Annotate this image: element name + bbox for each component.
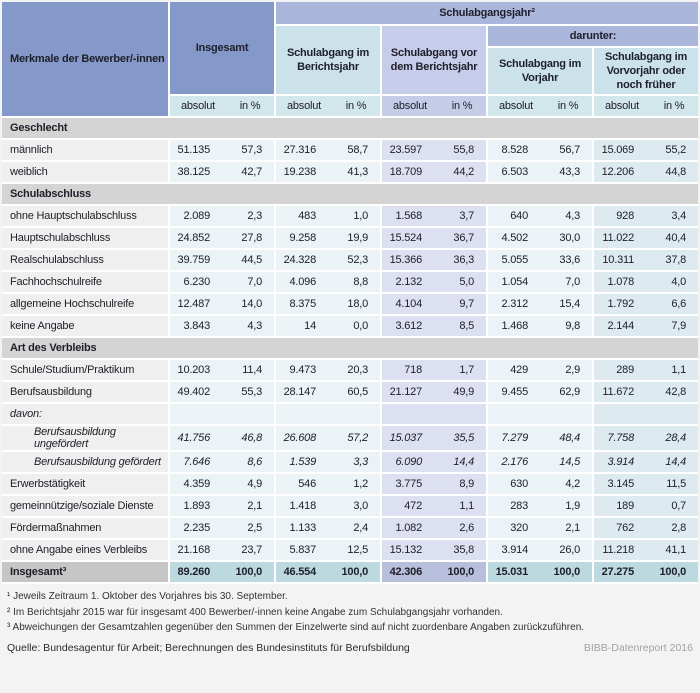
subheader-absolut: absolut	[486, 96, 544, 118]
value-cell: 640	[486, 206, 544, 228]
value-cell: 1.568	[380, 206, 438, 228]
value-cell: 2.312	[486, 294, 544, 316]
row-label: ohne Angabe eines Verbleibs	[2, 540, 168, 562]
value-cell: 8,6	[226, 452, 274, 474]
value-cell: 630	[486, 474, 544, 496]
value-cell: 1.133	[274, 518, 332, 540]
value-cell: 56,7	[544, 140, 592, 162]
value-cell: 7,9	[650, 316, 698, 338]
value-cell: 4,3	[226, 316, 274, 338]
value-cell: 1.792	[592, 294, 650, 316]
value-cell: 8,9	[438, 474, 486, 496]
row-label: weiblich	[2, 162, 168, 184]
value-cell: 41,1	[650, 540, 698, 562]
data-row	[2, 228, 698, 250]
data-row	[2, 426, 698, 452]
value-cell: 39.759	[168, 250, 226, 272]
subheader-percent: in %	[438, 96, 486, 118]
value-cell	[486, 404, 544, 426]
value-cell: 546	[274, 474, 332, 496]
value-cell: 30,0	[544, 228, 592, 250]
column-header-vorvorjahr: Schulabgang im Vorvorjahr oder noch früher	[592, 48, 698, 96]
value-cell: 289	[592, 360, 650, 382]
value-cell: 62,9	[544, 382, 592, 404]
value-cell: 1.418	[274, 496, 332, 518]
value-cell: 3.775	[380, 474, 438, 496]
data-table	[2, 2, 698, 584]
value-cell: 15.524	[380, 228, 438, 250]
value-cell: 28,4	[650, 426, 698, 452]
value-cell: 19.238	[274, 162, 332, 184]
value-cell: 5.055	[486, 250, 544, 272]
column-header-insgesamt: Insgesamt	[168, 2, 274, 96]
section-row	[2, 338, 698, 360]
value-cell: 14,4	[650, 452, 698, 474]
value-cell: 8.528	[486, 140, 544, 162]
value-cell: 38.125	[168, 162, 226, 184]
value-cell: 46.554	[274, 562, 332, 584]
value-cell: 55,3	[226, 382, 274, 404]
value-cell: 35,5	[438, 426, 486, 452]
row-label: Erwerbstätigkeit	[2, 474, 168, 496]
value-cell: 2,6	[438, 518, 486, 540]
column-header-schulabgangsjahr: Schulabgangsjahr²	[274, 2, 698, 26]
row-label: Berufsausbildung ungefördert	[2, 426, 168, 452]
value-cell: 40,4	[650, 228, 698, 250]
value-cell: 42,8	[650, 382, 698, 404]
subheader-absolut: absolut	[274, 96, 332, 118]
value-cell: 5.837	[274, 540, 332, 562]
value-cell: 35,8	[438, 540, 486, 562]
value-cell	[592, 404, 650, 426]
row-label: Berufsausbildung	[2, 382, 168, 404]
total-row	[2, 562, 698, 584]
value-cell: 1,0	[332, 206, 380, 228]
subheader-absolut: absolut	[380, 96, 438, 118]
value-cell: 4,0	[650, 272, 698, 294]
value-cell: 18,0	[332, 294, 380, 316]
value-cell: 15.132	[380, 540, 438, 562]
section-row	[2, 118, 698, 140]
value-cell: 1.893	[168, 496, 226, 518]
value-cell: 8,5	[438, 316, 486, 338]
source-text: Quelle: Bundesagentur für Arbeit; Berechnungen des Bundesinstituts für Berufsbildung	[7, 641, 410, 654]
value-cell: 4.104	[380, 294, 438, 316]
value-cell: 1,7	[438, 360, 486, 382]
row-label: ohne Hauptschulabschluss	[2, 206, 168, 228]
value-cell	[274, 404, 332, 426]
value-cell: 1.078	[592, 272, 650, 294]
value-cell: 100,0	[544, 562, 592, 584]
data-row	[2, 360, 698, 382]
value-cell: 27.316	[274, 140, 332, 162]
value-cell: 4.359	[168, 474, 226, 496]
column-header-berichtsjahr: Schulabgang im Berichtsjahr	[274, 26, 380, 96]
value-cell: 24.328	[274, 250, 332, 272]
value-cell: 20,3	[332, 360, 380, 382]
row-label: Insgesamt³	[2, 562, 168, 584]
value-cell: 55,8	[438, 140, 486, 162]
data-row	[2, 294, 698, 316]
value-cell: 3.914	[592, 452, 650, 474]
value-cell: 100,0	[650, 562, 698, 584]
value-cell: 41,3	[332, 162, 380, 184]
value-cell: 2,5	[226, 518, 274, 540]
value-cell: 49,9	[438, 382, 486, 404]
value-cell: 14,5	[544, 452, 592, 474]
value-cell: 2,4	[332, 518, 380, 540]
value-cell: 24.852	[168, 228, 226, 250]
value-cell: 36,7	[438, 228, 486, 250]
value-cell: 7.646	[168, 452, 226, 474]
row-label: Berufsausbildung gefördert	[2, 452, 168, 474]
row-label: Hauptschulabschluss	[2, 228, 168, 250]
value-cell: 3,4	[650, 206, 698, 228]
value-cell: 15.031	[486, 562, 544, 584]
value-cell: 36,3	[438, 250, 486, 272]
value-cell: 12,5	[332, 540, 380, 562]
value-cell: 9.258	[274, 228, 332, 250]
subheader-percent: in %	[650, 96, 698, 118]
footnote-3: ³ Abweichungen der Gesamtzahlen gegenüber den Summen der Einzelwerte sind auf nicht zuordenbare Angaben zurückzuführen.	[7, 622, 585, 633]
value-cell: 2.144	[592, 316, 650, 338]
row-label: allgemeine Hochschulreife	[2, 294, 168, 316]
value-cell: 8,8	[332, 272, 380, 294]
value-cell	[380, 404, 438, 426]
value-cell: 21.127	[380, 382, 438, 404]
value-cell: 55,2	[650, 140, 698, 162]
value-cell: 6.230	[168, 272, 226, 294]
value-cell: 42.306	[380, 562, 438, 584]
row-label: Realschulabschluss	[2, 250, 168, 272]
value-cell: 100,0	[332, 562, 380, 584]
value-cell: 12.206	[592, 162, 650, 184]
value-cell: 57,2	[332, 426, 380, 452]
data-row	[2, 140, 698, 162]
value-cell: 8.375	[274, 294, 332, 316]
row-label: Schule/Studium/Praktikum	[2, 360, 168, 382]
value-cell: 57,3	[226, 140, 274, 162]
value-cell: 4,3	[544, 206, 592, 228]
value-cell	[438, 404, 486, 426]
value-cell: 23.597	[380, 140, 438, 162]
value-cell: 48,4	[544, 426, 592, 452]
source-row	[2, 638, 698, 654]
value-cell: 42,7	[226, 162, 274, 184]
value-cell: 27.275	[592, 562, 650, 584]
value-cell: 19,9	[332, 228, 380, 250]
value-cell: 89.260	[168, 562, 226, 584]
value-cell: 2.235	[168, 518, 226, 540]
section-row	[2, 184, 698, 206]
value-cell: 7.758	[592, 426, 650, 452]
value-cell: 37,8	[650, 250, 698, 272]
value-cell: 26.608	[274, 426, 332, 452]
value-cell: 100,0	[438, 562, 486, 584]
value-cell: 44,5	[226, 250, 274, 272]
row-label: Fördermaßnahmen	[2, 518, 168, 540]
section-label: Schulabschluss	[2, 184, 698, 206]
value-cell: 44,2	[438, 162, 486, 184]
value-cell: 2,9	[544, 360, 592, 382]
value-cell: 7,0	[226, 272, 274, 294]
data-row	[2, 272, 698, 294]
value-cell: 762	[592, 518, 650, 540]
value-cell: 4.502	[486, 228, 544, 250]
value-cell: 33,6	[544, 250, 592, 272]
value-cell: 14,4	[438, 452, 486, 474]
value-cell: 15.037	[380, 426, 438, 452]
value-cell	[544, 404, 592, 426]
value-cell: 4,9	[226, 474, 274, 496]
value-cell: 3.612	[380, 316, 438, 338]
value-cell: 2.089	[168, 206, 226, 228]
value-cell: 4.096	[274, 272, 332, 294]
value-cell: 18.709	[380, 162, 438, 184]
data-row	[2, 496, 698, 518]
value-cell	[226, 404, 274, 426]
value-cell: 44,8	[650, 162, 698, 184]
value-cell: 49.402	[168, 382, 226, 404]
data-row	[2, 474, 698, 496]
value-cell: 928	[592, 206, 650, 228]
value-cell: 189	[592, 496, 650, 518]
value-cell: 9.455	[486, 382, 544, 404]
value-cell: 9,7	[438, 294, 486, 316]
row-label: männlich	[2, 140, 168, 162]
value-cell: 14,0	[226, 294, 274, 316]
data-row	[2, 452, 698, 474]
value-cell	[168, 404, 226, 426]
value-cell: 10.311	[592, 250, 650, 272]
value-cell: 15.069	[592, 140, 650, 162]
column-header-darunter: darunter:	[486, 26, 698, 48]
value-cell: 11.218	[592, 540, 650, 562]
value-cell: 51.135	[168, 140, 226, 162]
value-cell: 3.914	[486, 540, 544, 562]
value-cell: 27,8	[226, 228, 274, 250]
value-cell: 7,0	[544, 272, 592, 294]
value-cell: 6.090	[380, 452, 438, 474]
value-cell: 21.168	[168, 540, 226, 562]
value-cell: 28.147	[274, 382, 332, 404]
value-cell: 2.176	[486, 452, 544, 474]
value-cell: 100,0	[226, 562, 274, 584]
subheader-percent: in %	[544, 96, 592, 118]
data-row	[2, 162, 698, 184]
row-label: keine Angabe	[2, 316, 168, 338]
column-header-vorjahr: Schulabgang im Vorjahr	[486, 48, 592, 96]
subheader-percent: in %	[332, 96, 380, 118]
footnote-2: ² Im Berichtsjahr 2015 war für insgesamt 400 Bewerber/-innen keine Angabe zum Schulabgangsjahr vorhanden.	[7, 606, 503, 618]
value-cell: 1.054	[486, 272, 544, 294]
table-header	[2, 2, 698, 118]
value-cell: 2,1	[544, 518, 592, 540]
value-cell: 3,7	[438, 206, 486, 228]
value-cell: 15,4	[544, 294, 592, 316]
value-cell	[332, 404, 380, 426]
value-cell: 2,8	[650, 518, 698, 540]
value-cell: 14	[274, 316, 332, 338]
value-cell: 2.132	[380, 272, 438, 294]
data-row	[2, 540, 698, 562]
data-row	[2, 404, 698, 426]
footnotes	[2, 584, 698, 635]
value-cell: 1.082	[380, 518, 438, 540]
value-cell: 58,7	[332, 140, 380, 162]
value-cell: 472	[380, 496, 438, 518]
data-row	[2, 206, 698, 228]
value-cell: 41.756	[168, 426, 226, 452]
value-cell: 43,3	[544, 162, 592, 184]
value-cell: 46,8	[226, 426, 274, 452]
column-header-vor-berichtsjahr: Schulabgang vor dem Berichtsjahr	[380, 26, 486, 96]
value-cell: 483	[274, 206, 332, 228]
data-row	[2, 250, 698, 272]
value-cell: 9,8	[544, 316, 592, 338]
value-cell: 3.145	[592, 474, 650, 496]
value-cell: 2,1	[226, 496, 274, 518]
subheader-percent: in %	[226, 96, 274, 118]
value-cell: 15.366	[380, 250, 438, 272]
header-row-1	[2, 2, 698, 26]
value-cell: 1,9	[544, 496, 592, 518]
data-row	[2, 518, 698, 540]
value-cell: 0,7	[650, 496, 698, 518]
value-cell: 7.279	[486, 426, 544, 452]
value-cell: 2,3	[226, 206, 274, 228]
value-cell: 3.843	[168, 316, 226, 338]
value-cell: 1,1	[438, 496, 486, 518]
value-cell: 26,0	[544, 540, 592, 562]
value-cell: 11,4	[226, 360, 274, 382]
section-label: Geschlecht	[2, 118, 698, 140]
subheader-absolut: absolut	[168, 96, 226, 118]
value-cell: 10.203	[168, 360, 226, 382]
value-cell: 60,5	[332, 382, 380, 404]
value-cell: 5,0	[438, 272, 486, 294]
table-body	[2, 118, 698, 584]
value-cell: 1,1	[650, 360, 698, 382]
value-cell: 718	[380, 360, 438, 382]
value-cell: 11.672	[592, 382, 650, 404]
value-cell: 4,2	[544, 474, 592, 496]
value-cell: 3,0	[332, 496, 380, 518]
value-cell: 12.487	[168, 294, 226, 316]
value-cell: 6,6	[650, 294, 698, 316]
value-cell: 52,3	[332, 250, 380, 272]
value-cell: 283	[486, 496, 544, 518]
value-cell: 1.539	[274, 452, 332, 474]
footnote-1: ¹ Jeweils Zeitraum 1. Oktober des Vorjahres bis 30. September.	[7, 591, 288, 602]
value-cell: 429	[486, 360, 544, 382]
value-cell: 3,3	[332, 452, 380, 474]
value-cell: 11,5	[650, 474, 698, 496]
row-label: davon:	[2, 404, 168, 426]
value-cell: 1.468	[486, 316, 544, 338]
section-label: Art des Verbleibs	[2, 338, 698, 360]
value-cell: 320	[486, 518, 544, 540]
value-cell: 6.503	[486, 162, 544, 184]
value-cell: 11.022	[592, 228, 650, 250]
value-cell: 23,7	[226, 540, 274, 562]
data-row	[2, 382, 698, 404]
column-header-merkmale: Merkmale der Bewerber/-innen	[2, 2, 168, 118]
row-label: Fachhochschulreife	[2, 272, 168, 294]
value-cell: 0,0	[332, 316, 380, 338]
value-cell: 9.473	[274, 360, 332, 382]
data-row	[2, 316, 698, 338]
row-label: gemeinnützige/soziale Dienste	[2, 496, 168, 518]
value-cell	[650, 404, 698, 426]
report-label: BIBB-Datenreport 2016	[583, 641, 693, 654]
subheader-absolut: absolut	[592, 96, 650, 118]
value-cell: 1,2	[332, 474, 380, 496]
